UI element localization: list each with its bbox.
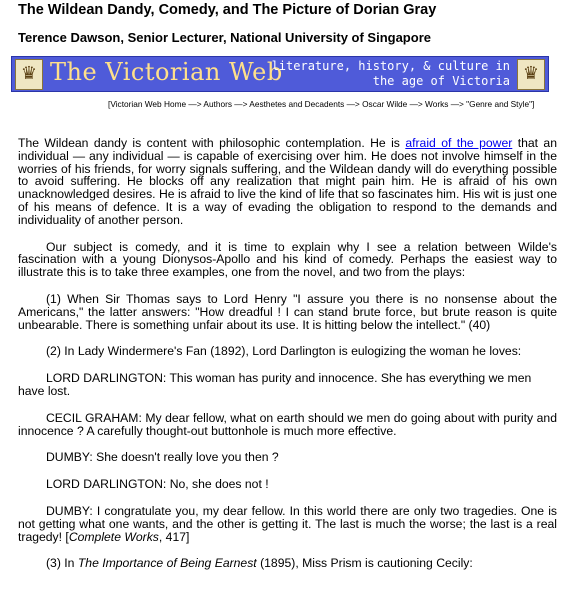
paragraph-9-text-b: , 417] [158,529,190,544]
paragraph-1-text-b: that an individual — any individual — is capable of exercising over him. He does not involve himself in the worries of his friends, for worry signals suffering, and the Wildean dandy will do everything possible to avoid suffering. He blocks off any realization that might pain him. He is afraid of his own unacknowledged desires. He is afraid to live the kind of life that so fascinates him. His wit is just one of his means of defence. It is a way of evading the obligation to respond to the demands and individuality of another person. [18,136,557,227]
breadcrumb-link-home[interactable]: Victorian Web Home [110,99,187,109]
article-body [18,137,557,570]
paragraph-6: CECIL GRAHAM: My dear fellow, what on earth should we men do going about with purity and innocence ? A carefully thought-out buttonhole is much more effective. [18,410,557,438]
breadcrumb-link-oscar-wilde[interactable]: Oscar Wilde [362,99,408,109]
breadcrumb-separator: —> [232,99,250,109]
paragraph-5: LORD DARLINGTON: This woman has purity and innocence. She has everything we men have lost. [18,371,532,398]
paragraph-4: (2) In Lady Windermere's Fan (1892), Lord Darlington is eulogizing the woman he loves: [46,344,522,359]
paragraph-1 [18,137,557,227]
paragraph-10-text-b: (1895), Miss Prism is cautioning Cecily: [256,556,473,571]
breadcrumb-open: [ [108,99,111,109]
paragraph-9-text-a: DUMBY: I congratulate you, my dear fellow. In this world there are only two tragedies. One is not getting what one wants, and the other is getting it. The last is much the worse; the last is a real tragedy! [ [18,503,557,544]
paragraph-10 [18,557,557,570]
importance-of-being-earnest-title: The Importance of Being Earnest [77,556,257,571]
paragraph-10-text-a: (3) In [46,556,78,571]
banner-tagline [252,59,510,89]
victorian-web-banner[interactable] [11,56,549,92]
breadcrumb-separator: —> [186,99,204,109]
paragraph-8: LORD DARLINGTON: No, she does not ! [46,477,269,492]
breadcrumb-link-works[interactable]: Works [425,99,449,109]
afraid-of-power-link[interactable]: afraid of the power [405,136,513,150]
paragraph-9 [18,505,557,543]
breadcrumb-separator: —> [448,99,467,109]
paragraph-1-text-a: The Wildean dandy is content with philosophic contemplation. He is [18,136,406,150]
banner-tagline-line-1: literature, history, & culture in [271,59,510,73]
paragraph-2: Our subject is comedy, and it is time to explain why I see a relation between Wilde's fascination with a young Dionysos-Apollo and his kind of comedy. Perhaps the easiest way to illustrate this is to take three examples, one from the novel, and two from the plays: [18,239,557,280]
breadcrumb-link-authors[interactable]: Authors [203,99,232,109]
paragraph-7: DUMBY: She doesn't really love you then ? [46,450,279,465]
page-title: The Wildean Dandy, Comedy, and The Picture of Dorian Gray [18,2,437,18]
banner-title: The Victorian Web [50,58,283,86]
breadcrumb [108,99,557,109]
breadcrumb-link-genre-style[interactable]: "Genre and Style" [466,99,533,109]
author-line: Terence Dawson, Senior Lecturer, National University of Singapore [18,30,431,45]
breadcrumb-separator: —> [407,99,426,109]
queen-portrait-icon: ♛ [517,59,545,90]
complete-works-citation: Complete Works [68,529,159,544]
breadcrumb-close: ] [532,99,535,109]
banner-tagline-line-2: the age of Victoria [372,74,510,88]
queen-portrait-icon: ♛ [15,59,43,90]
paragraph-3: (1) When Sir Thomas says to Lord Henry "I assure you there is no nonsense about the Americans," the latter answers: "How dreadful ! I can stand brute force, but brute reason is quite unbearable. There is something unfair about its use. It is hitting below the intellect." (40) [18,291,557,332]
breadcrumb-link-aesthetes[interactable]: Aesthetes and Decadents [249,99,345,109]
breadcrumb-separator: —> [344,99,363,109]
